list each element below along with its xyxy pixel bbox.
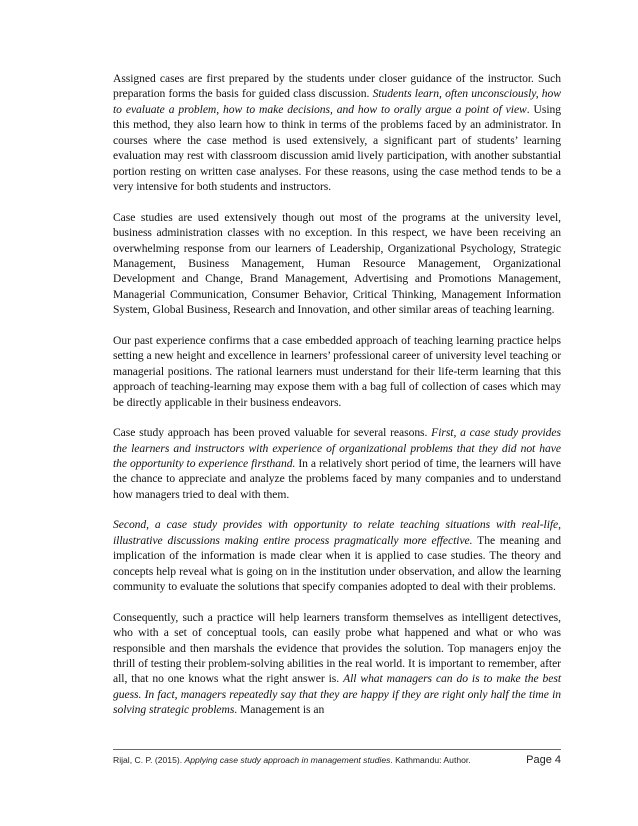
paragraph [113, 610, 561, 718]
body-text [113, 71, 561, 733]
citation-suffix: . Kathmandu: Author. [390, 755, 471, 765]
paragraph [113, 71, 561, 195]
italic-text-run: All what managers can do is to make the best guess. In fact, managers repeatedly say that they are happy if they are right only half the time in solving strategic problems [113, 672, 562, 717]
paragraph [113, 333, 561, 410]
text-run: Consequently, such a practice will help learners transform themselves as intelligent detectives, who with a set of conceptual tools, can easily probe what happened and what or who was responsible and then marshals the evidence that provides the solution. Top managers enjoy the thrill of testing their problem-solving abilities in the real world. It is important to remember, after all, that no one knows what the right answer is. [113, 610, 561, 686]
italic-text-run: First, a case study provides the learners and instructors with experience of organizational problems that they did not have the opportunity to experience firsthand. [113, 426, 561, 470]
text-run: Assigned cases are first prepared by the students under closer guidance of the instructor. Such preparation forms the basis for guided class discussion. [113, 72, 561, 101]
footer-citation [113, 755, 471, 765]
footer-divider [113, 749, 561, 750]
page-footer [113, 754, 561, 766]
paragraph [113, 425, 561, 502]
italic-text-run: Second, a case study provides with opportunity to relate teaching situations with real-life, illustrative discussions making entire process pragmatically more effective. [113, 518, 561, 547]
paragraph [113, 517, 561, 594]
citation-title: Applying case study approach in management studies [184, 755, 391, 765]
italic-text-run: Students learn, often unconsciously, how to evaluate a problem, how to make decisions, and how to orally argue a point of view [113, 87, 561, 116]
text-run: Case studies are used extensively though out most of the programs at the university level, business administration classes with no exception. In this respect, we have been receiving an overwhelming response from our learners of Leadership, Organizational Psychology, Strategic Management, Business Management, Human Resource Management, Organizational Development and Change, Brand Management, Advertising and Promotions Management, Managerial Communication, Consumer Behavior, Critical Thinking, Management Information System, Global Business, Research and Innovation, and other similar areas of teaching learning. [113, 210, 561, 317]
text-run: The meaning and implication of the information is made clear when it is applied to case studies. The theory and concepts help reveal what is going on in the institution under observation, and allow the learning community to evaluate the solutions that specify companies adopted to deal with their problems. [113, 533, 561, 594]
text-run: In a relatively short period of time, the learners will have the chance to appreciate and analyze the problems faced by many companies and to understand how managers tried to deal with them. [113, 456, 562, 501]
text-run: . Using this method, they also learn how to think in terms of the problems faced by an administrator. In courses where the case method is used extensively, a significant part of students’ learning evaluation may rest with classroom discussion amid lively participation, with another substantial portion resting on written case analyses. For these reasons, using the case method tends to be a very intensive for both students and instructors. [113, 102, 561, 194]
text-run: Case study approach has been proved valuable for several reasons. [113, 426, 432, 440]
page-number: Page 4 [526, 754, 561, 766]
text-run: . Management is an [234, 703, 325, 717]
text-run: Our past experience confirms that a case embedded approach of teaching learning practice helps setting a new height and excellence in learners’ professional career of university level teaching or managerial positions. The rational learners must understand for their life-term learning that this approach of teaching-learning may expose them with a bag full of collection of cases which may be directly applicable in their business endeavors. [113, 333, 561, 409]
citation-prefix: Rijal, C. P. (2015). [113, 755, 185, 765]
paragraph [113, 210, 561, 318]
